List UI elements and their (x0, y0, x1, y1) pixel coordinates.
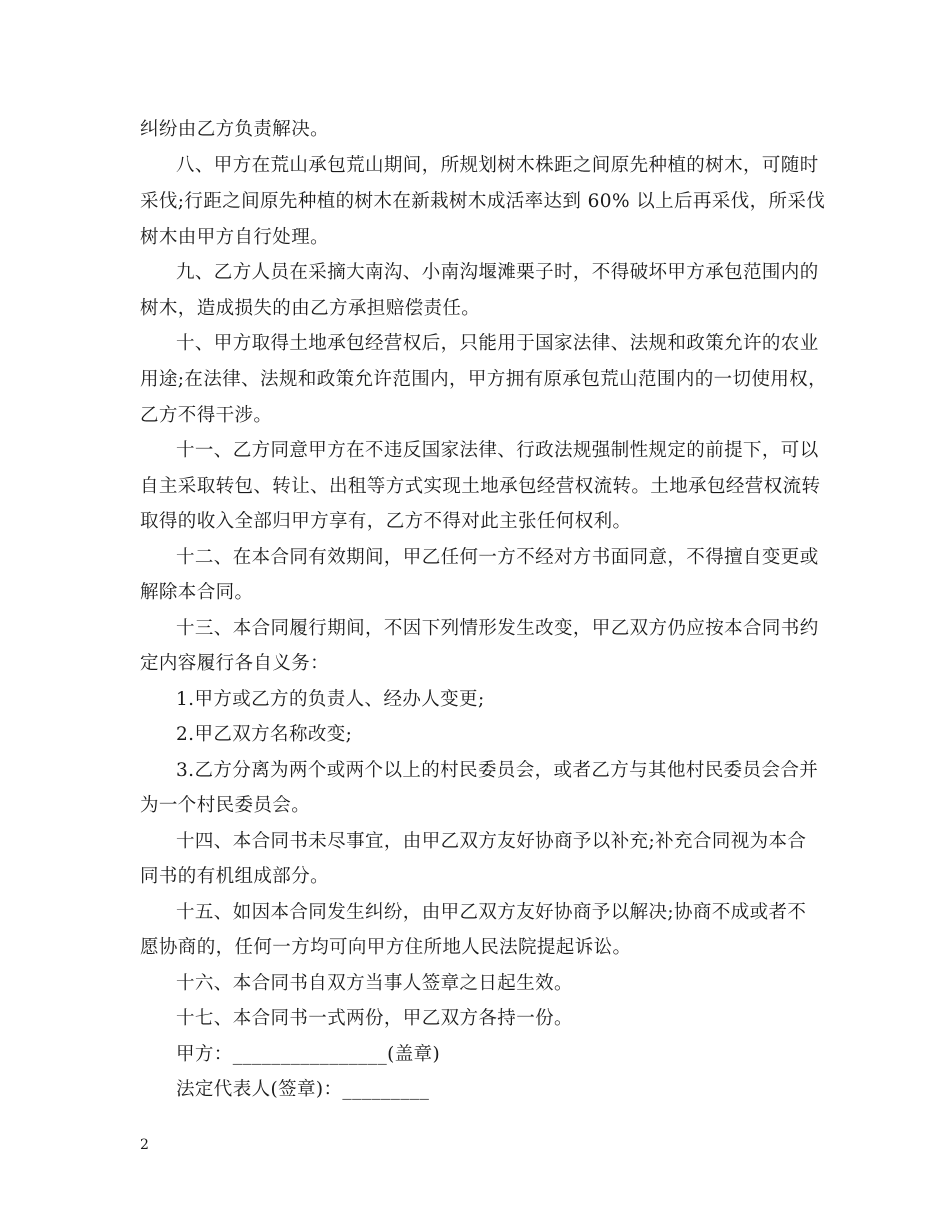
text-line: 用途;在法律、法规和政策允许范围内，甲方拥有原承包荒山范围内的一切使用权， (140, 369, 828, 390)
text-line: 愿协商的，任何一方均可向甲方住所地人民法院提起诉讼。 (140, 937, 632, 958)
text-line: 十五、如因本合同发生纠纷，由甲乙双方友好协商予以解决;协商不成或者不 (176, 902, 807, 923)
text-line: 树木由甲方自行处理。 (140, 227, 330, 248)
text-line: 十三、本合同履行期间，不因下列情形发生改变，甲乙双方仍应按本合同书约 (176, 618, 819, 639)
text-line: 2.甲乙双方名称改变; (176, 724, 353, 745)
text-line: 乙方不得干涉。 (140, 405, 273, 426)
text-line: 1.甲方或乙方的负责人、经办人变更; (176, 689, 485, 710)
page-number: 2 (140, 1137, 149, 1153)
signature-line-legal-representative: 法定代表人(签章)：_________ (176, 1079, 430, 1100)
text-line: 取得的收入全部归甲方享有，乙方不得对此主张任何权利。 (140, 511, 632, 532)
text-line: 定内容履行各自义务： (140, 653, 330, 674)
text-line: 采伐;行距之间原先种植的树木在新栽树木成活率达到 60% 以上后再采伐，所采伐 (140, 191, 826, 212)
text-line: 十一、乙方同意甲方在不违反国家法律、行政法规强制性规定的前提下，可以 (176, 440, 819, 461)
text-line: 八、甲方在荒山承包荒山期间，所规划树木株距之间原先种植的树木，可随时 (176, 155, 819, 176)
text-line: 十、甲方取得土地承包经营权后，只能用于国家法律、法规和政策允许的农业 (176, 333, 819, 354)
text-line: 3.乙方分离为两个或两个以上的村民委员会，或者乙方与其他村民委员会合并 (176, 760, 819, 781)
text-line: 纠纷由乙方负责解决。 (140, 119, 330, 140)
text-line: 十六、本合同书自双方当事人签章之日起生效。 (176, 973, 573, 994)
text-line: 树木，造成损失的由乙方承担赔偿责任。 (140, 298, 481, 319)
text-line: 自主采取转包、转让、出租等方式实现土地承包经营权流转。土地承包经营权流转 (140, 476, 821, 497)
text-line: 十二、在本合同有效期间，甲乙任何一方不经对方书面同意，不得擅自变更或 (176, 547, 819, 568)
text-line: 十七、本合同书一式两份，甲乙双方各持一份。 (176, 1008, 573, 1029)
text-line: 同书的有机组成部分。 (140, 866, 330, 887)
signature-line-party-a: 甲方：________________(盖章) (176, 1044, 441, 1065)
text-line: 解除本合同。 (140, 582, 254, 603)
text-line: 为一个村民委员会。 (140, 795, 311, 816)
text-line: 十四、本合同书未尽事宜，由甲乙双方友好协商予以补充;补充合同视为本合 (176, 831, 807, 852)
text-line: 九、乙方人员在采摘大南沟、小南沟堰滩栗子时，不得破坏甲方承包范围内的 (176, 262, 819, 283)
